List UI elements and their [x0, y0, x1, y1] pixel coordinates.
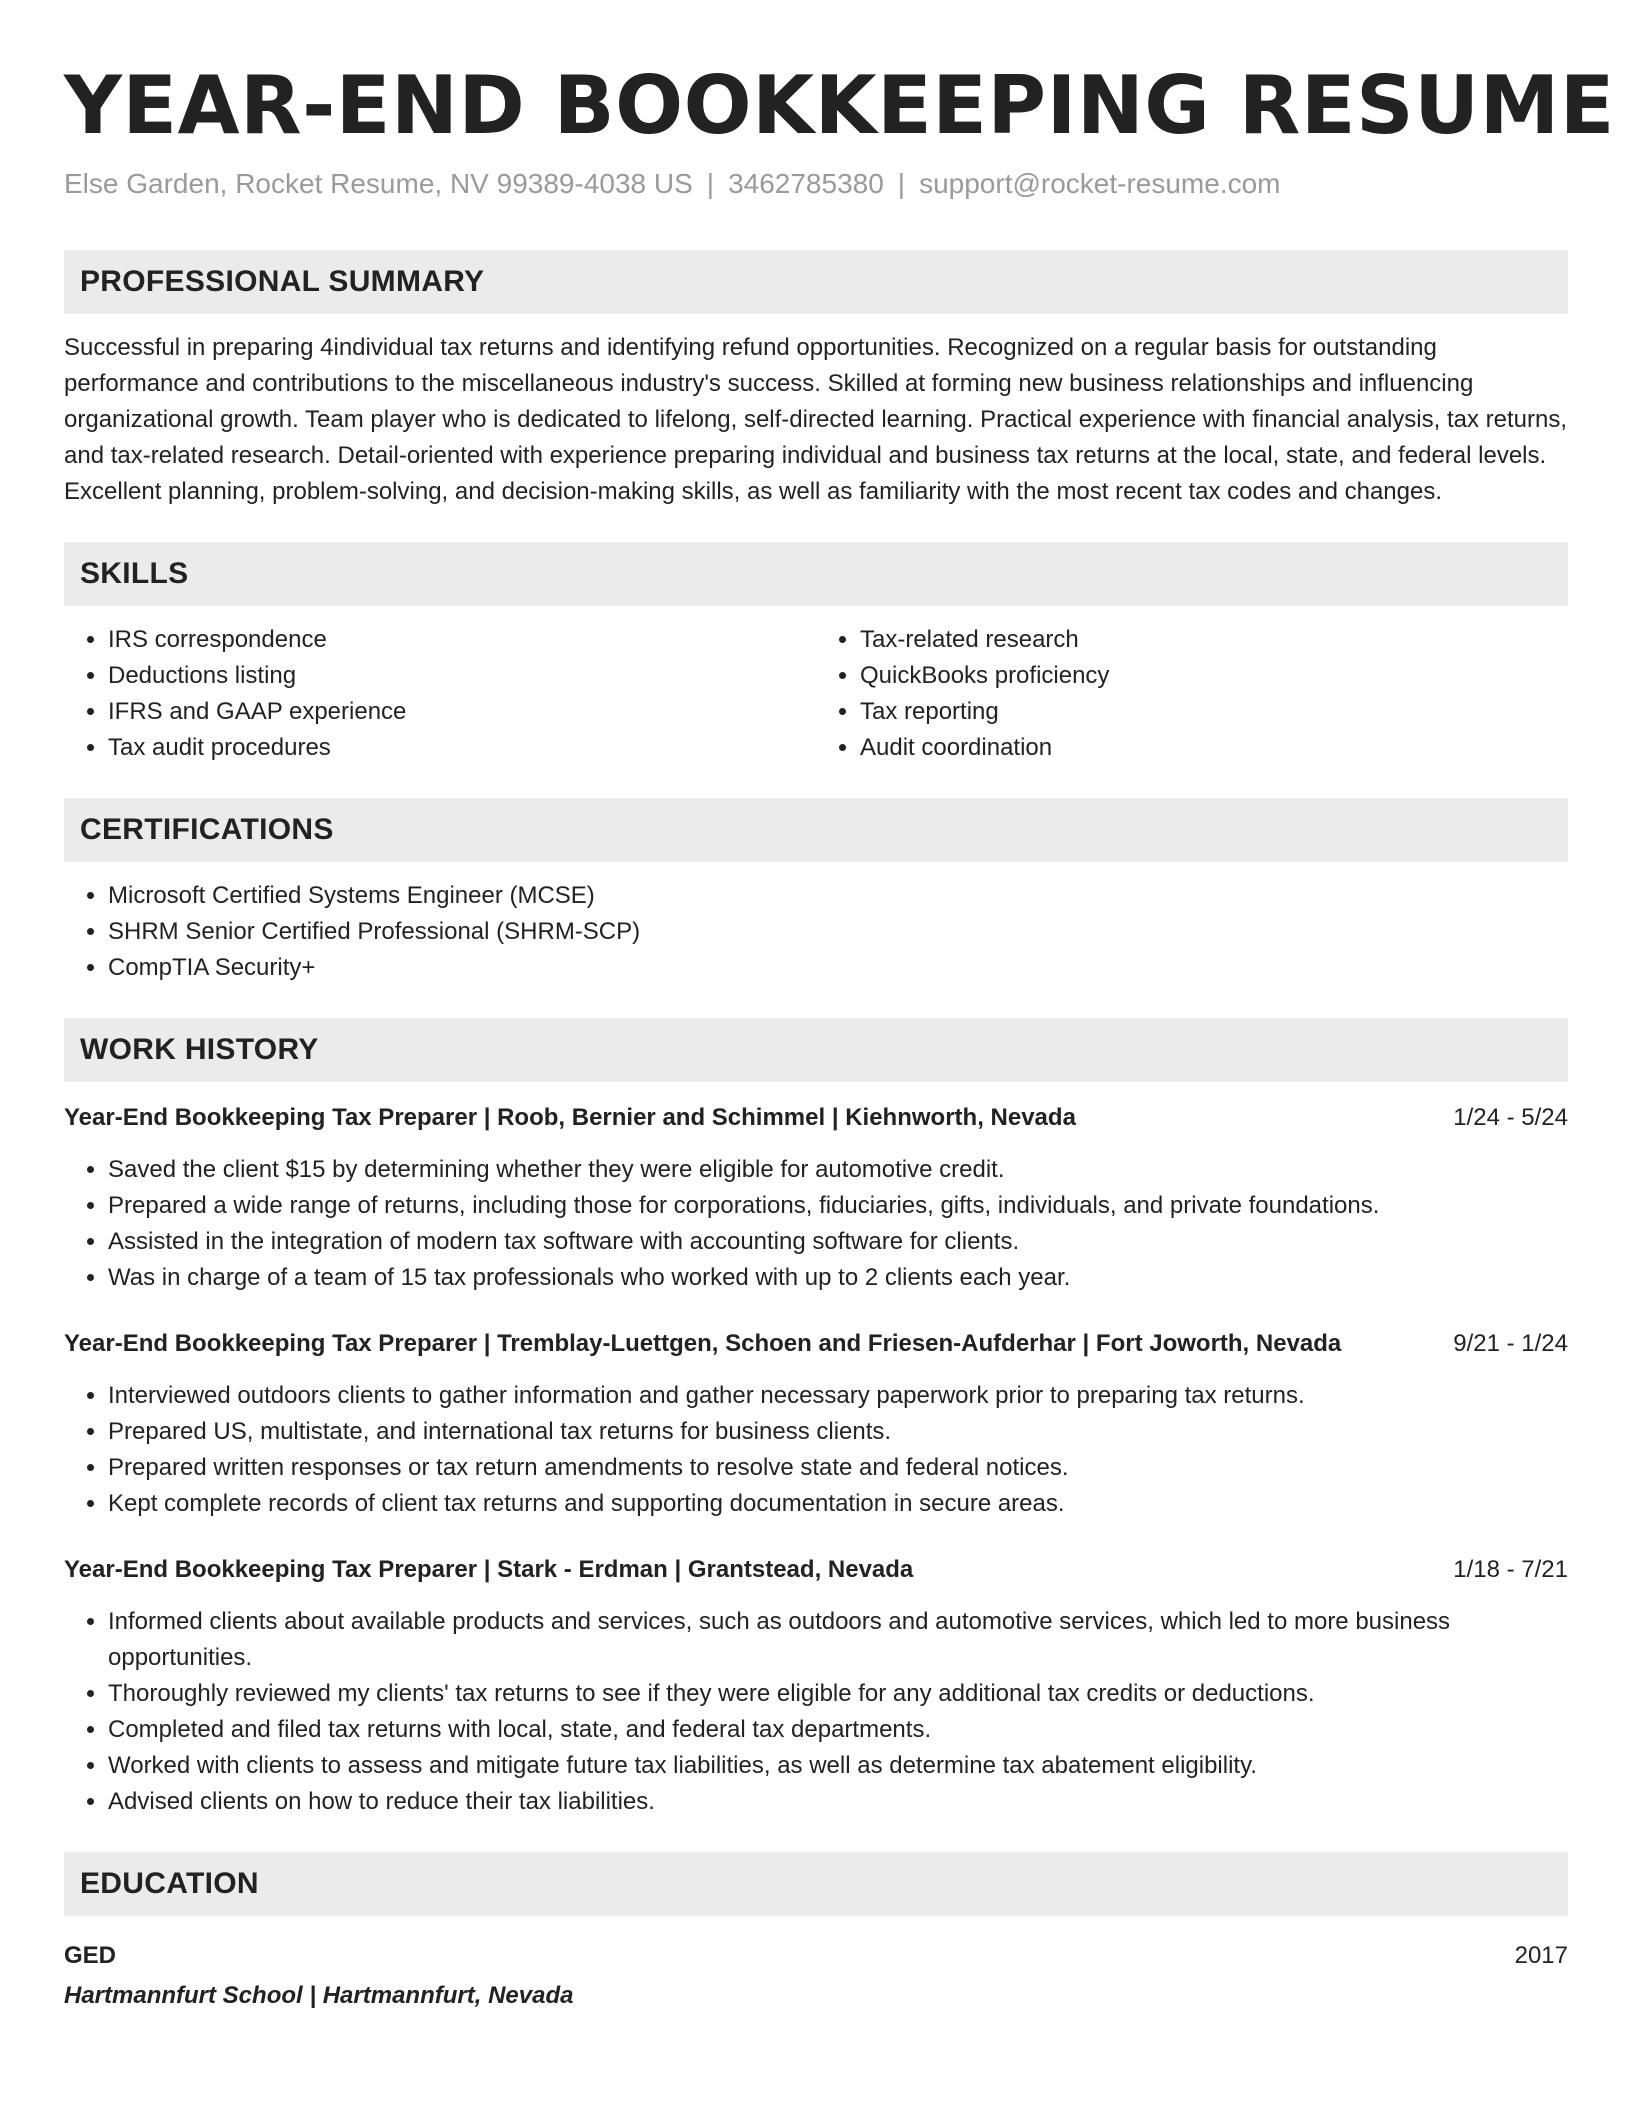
certification-item: • CompTIA Security+	[108, 950, 1568, 986]
job-title: Year-End Bookkeeping Tax Preparer | Roob, Bernier and Schimmel | Kiehnworth, Nevada	[64, 1104, 1076, 1131]
skill-item: • QuickBooks proficiency	[860, 658, 1568, 694]
job-dates: 9/21 - 1/24	[1453, 1330, 1568, 1357]
job-bullets	[64, 1152, 1568, 1296]
job-bullet: • Was in charge of a team of 15 tax professionals who worked with up to 2 clients each year.	[108, 1260, 1568, 1296]
skill-item: • Tax audit procedures	[108, 730, 816, 766]
job-bullet: • Advised clients on how to reduce their tax liabilities.	[108, 1784, 1568, 1820]
skills-heading: SKILLS	[80, 557, 189, 590]
job-header	[64, 1100, 1568, 1136]
contact-address: Else Garden, Rocket Resume, NV 99389-4038 US	[64, 168, 693, 199]
job-title: Year-End Bookkeeping Tax Preparer | Stark - Erdman | Grantstead, Nevada	[64, 1556, 914, 1583]
contact-line	[64, 166, 1568, 202]
contact-separator: |	[706, 168, 715, 199]
education-heading: EDUCATION	[80, 1867, 259, 1900]
job-dates: 1/24 - 5/24	[1453, 1104, 1568, 1131]
skill-item: • IFRS and GAAP experience	[108, 694, 816, 730]
work-history-heading: WORK HISTORY	[80, 1033, 319, 1066]
skills-list-left	[64, 622, 816, 766]
job-bullet: • Interviewed outdoors clients to gather information and gather necessary paperwork prior to preparing tax returns.	[108, 1378, 1568, 1414]
job-entry	[64, 1100, 1568, 1296]
summary-heading: PROFESSIONAL SUMMARY	[80, 265, 485, 298]
education-section-header	[64, 1852, 1568, 1916]
job-bullet: • Thoroughly reviewed my clients' tax returns to see if they were eligible for any additional tax credits or deductions.	[108, 1676, 1568, 1712]
job-bullet: • Worked with clients to assess and mitigate future tax liabilities, as well as determine tax abatement eligibility.	[108, 1748, 1568, 1784]
job-bullets	[64, 1604, 1568, 1820]
contact-email: support@rocket-resume.com	[919, 168, 1281, 199]
job-bullet: • Prepared US, multistate, and international tax returns for business clients.	[108, 1414, 1568, 1450]
skill-item: • Tax-related research	[860, 622, 1568, 658]
work-history-section-header	[64, 1018, 1568, 1082]
job-title: Year-End Bookkeeping Tax Preparer | Tremblay-Luettgen, Schoen and Friesen-Aufderhar | Fort Joworth, Nevada	[64, 1330, 1342, 1357]
skills-section-header	[64, 542, 1568, 606]
certifications-list	[64, 878, 1568, 986]
education-year: 2017	[1514, 1942, 1568, 1969]
skill-item: • Tax reporting	[860, 694, 1568, 730]
certifications-heading: CERTIFICATIONS	[80, 813, 334, 846]
job-entry	[64, 1326, 1568, 1522]
education-degree: GED	[64, 1942, 117, 1969]
education-school: Hartmannfurt School | Hartmannfurt, Nevada	[64, 1982, 574, 2009]
job-bullet: • Prepared a wide range of returns, including those for corporations, fiduciaries, gifts, individuals, and private foundations.	[108, 1188, 1568, 1224]
certification-item: • Microsoft Certified Systems Engineer (MCSE)	[108, 878, 1568, 914]
skill-item: • Audit coordination	[860, 730, 1568, 766]
job-entry	[64, 1552, 1568, 1820]
skills-grid	[64, 606, 1568, 766]
job-bullet: • Assisted in the integration of modern tax software with accounting software for clients.	[108, 1224, 1568, 1260]
contact-phone: 3462785380	[728, 168, 884, 199]
skills-list-right	[816, 622, 1568, 766]
job-bullet: • Prepared written responses or tax return amendments to resolve state and federal notices.	[108, 1450, 1568, 1486]
skill-item: • Deductions listing	[108, 658, 816, 694]
job-dates: 1/18 - 7/21	[1453, 1556, 1568, 1583]
job-bullet: • Informed clients about available products and services, such as outdoors and automotive services, which led to more business opportunities.	[108, 1604, 1568, 1676]
job-bullet: • Saved the client $15 by determining whether they were eligible for automotive credit.	[108, 1152, 1568, 1188]
summary-text: Successful in preparing 4individual tax returns and identifying refund opportunities. Recognized on a regular basis for outstanding performance and contributions to the miscellaneous industry's success. Skilled at forming new business relationships and influencing organizational growth. Team player who is dedicated to lifelong, self-directed learning. Practical experience with financial analysis, tax returns, and tax-related research. Detail-oriented with experience preparing individual and business tax returns at the local, state, and federal levels. Excellent planning, problem-solving, and decision-making skills, as well as familiarity with the most recent tax codes and changes.	[64, 334, 1568, 505]
certification-item: • SHRM Senior Certified Professional (SHRM-SCP)	[108, 914, 1568, 950]
summary-section-header	[64, 250, 1568, 314]
job-header	[64, 1552, 1568, 1588]
job-header	[64, 1326, 1568, 1362]
education-header	[64, 1938, 1568, 1974]
contact-separator: |	[897, 168, 906, 199]
certifications-section-header	[64, 798, 1568, 862]
skill-item: • IRS correspondence	[108, 622, 816, 658]
job-bullet: • Completed and filed tax returns with local, state, and federal tax departments.	[108, 1712, 1568, 1748]
resume-title: YEAR-END BOOKKEEPING RESUME	[64, 59, 1615, 152]
job-bullets	[64, 1378, 1568, 1522]
job-bullet: • Kept complete records of client tax returns and supporting documentation in secure areas.	[108, 1486, 1568, 1522]
